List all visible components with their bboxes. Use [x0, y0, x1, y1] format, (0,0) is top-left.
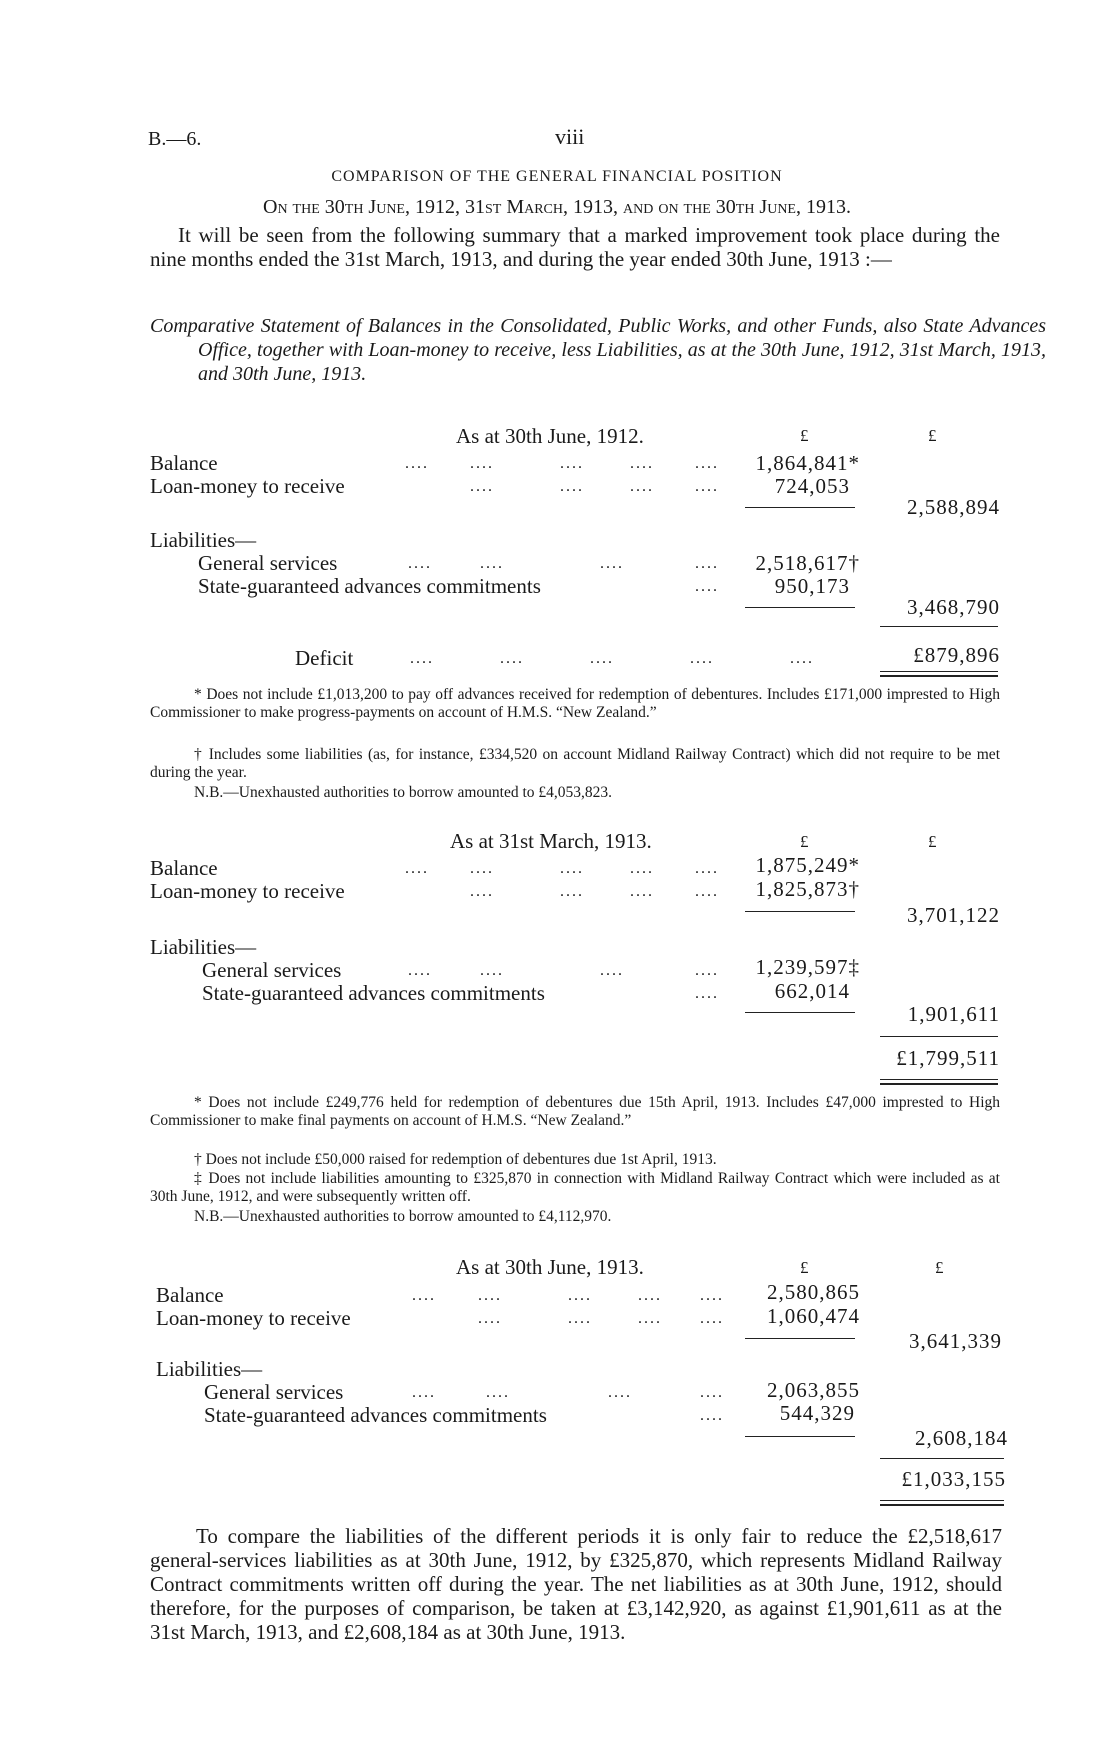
leader-dots: ....: [608, 1384, 632, 1401]
leader-dots: ....: [410, 650, 434, 667]
section-heading: As at 31st March, 1913.: [450, 829, 652, 853]
leader-dots: ....: [568, 1310, 592, 1327]
leader-dots: ....: [568, 1287, 592, 1304]
footnote: N.B.—Unexhausted authorities to borrow amounted to £4,053,823.: [194, 784, 613, 801]
leader-dots: ....: [700, 1287, 724, 1304]
state-guaranteed-label: State-guaranteed advances commitments: [204, 1403, 547, 1427]
balance-result: £1,799,511: [896, 1046, 1000, 1070]
leader-dots: ....: [560, 883, 584, 900]
footnote: † Includes some liabilities (as, for instance, £334,520 on account Midland Railway Contract) which did not require to be met during the year.: [150, 746, 1000, 781]
footnote: † Does not include £50,000 raised for redemption of debentures due 1st April, 1913.: [194, 1151, 717, 1168]
general-services-value: 2,063,855: [767, 1378, 860, 1402]
subtotal-rule: [745, 1436, 855, 1437]
leader-dots: ....: [630, 455, 654, 472]
currency-symbol: £: [800, 1258, 809, 1277]
leader-dots: ....: [470, 860, 494, 877]
leader-dots: ....: [412, 1384, 436, 1401]
leader-dots: ....: [630, 883, 654, 900]
liabilities-total: 1,901,611: [907, 1002, 1000, 1026]
loan-money-value: 724,053: [774, 474, 850, 498]
leader-dots: ....: [695, 860, 719, 877]
leader-dots: ....: [560, 860, 584, 877]
leader-dots: ....: [480, 962, 504, 979]
liabilities-label: Liabilities—: [150, 935, 257, 959]
footnote: ‡ Does not include liabilities amounting to £325,870 in connection with Midland Railway Contract which were included as at 30th June, 1912, and were subsequently written off.: [150, 1170, 1000, 1205]
balance-value: 2,580,865: [767, 1280, 860, 1304]
double-rule: [880, 1079, 998, 1085]
liabilities-total: 3,468,790: [907, 595, 1000, 619]
liabilities-label: Liabilities—: [150, 528, 257, 552]
leader-dots: ....: [695, 555, 719, 572]
leader-dots: ....: [638, 1310, 662, 1327]
deficit-value: £879,896: [913, 643, 1000, 667]
assets-total: 3,641,339: [909, 1329, 1002, 1353]
section-heading: As at 30th June, 1913.: [456, 1255, 644, 1279]
currency-symbol: £: [800, 832, 809, 851]
balance-value: 1,864,841*: [755, 451, 860, 475]
leader-dots: ....: [560, 455, 584, 472]
total-rule: [880, 1458, 1004, 1459]
double-rule: [880, 671, 998, 677]
balance-value: 1,875,249*: [755, 853, 860, 877]
leader-dots: ....: [590, 650, 614, 667]
currency-symbol: £: [928, 426, 937, 445]
footnote: N.B.—Unexhausted authorities to borrow amounted to £4,112,970.: [194, 1208, 612, 1225]
leader-dots: ....: [470, 478, 494, 495]
footnote: * Does not include £1,013,200 to pay off advances received for redemption of debentures. Includes £171,000 imprested to High Commissioner to make progress-payments on account of H.M.S. “New Zealand.”: [150, 686, 1000, 721]
subtotal-rule: [745, 1012, 855, 1013]
leader-dots: ....: [695, 962, 719, 979]
loan-money-label: Loan-money to receive: [150, 879, 345, 903]
leader-dots: ....: [478, 1310, 502, 1327]
double-rule: [880, 1500, 1004, 1506]
currency-symbol: £: [928, 832, 937, 851]
loan-money-value: 1,825,873†: [755, 877, 860, 901]
leader-dots: ....: [695, 985, 719, 1002]
leader-dots: ....: [405, 860, 429, 877]
liabilities-total: 2,608,184: [915, 1426, 1008, 1450]
assets-total: 2,588,894: [907, 495, 1000, 519]
leader-dots: ....: [700, 1407, 724, 1424]
loan-money-value: 1,060,474: [767, 1304, 860, 1328]
state-guaranteed-value: 662,014: [774, 979, 850, 1003]
closing-paragraph: To compare the liabilities of the different periods it is only fair to reduce the £2,518,617 general-services liabilities as at 30th June, 1912, by £325,870, which represents Midland Railway Contract commitments written off during the year. The net liabilities as at 30th June, 1912, should therefore, for the purposes of comparison, be taken at £3,142,920, as against £1,901,611 as at the 31st March, 1913, and £2,608,184 as at 30th June, 1913.: [150, 1524, 1002, 1644]
general-services-label: General services: [202, 958, 342, 982]
subtotal-rule: [745, 507, 855, 508]
leader-dots: ....: [408, 962, 432, 979]
state-guaranteed-value: 950,173: [774, 574, 850, 598]
intro-paragraph: It will be seen from the following summary that a marked improvement took place during the nine months ended the 31st March, 1913, and during the year ended 30th June, 1913 :—: [150, 223, 1000, 271]
leader-dots: ....: [478, 1287, 502, 1304]
leader-dots: ....: [695, 478, 719, 495]
footnote: * Does not include £249,776 held for redemption of debentures due 15th April, 1913. Includes £47,000 imprested to High Commissioner to make final payments on account of H.M.S. “New Zealand.”: [150, 1094, 1000, 1129]
deficit-label: Deficit: [295, 646, 354, 670]
statement-caption: Comparative Statement of Balances in the Consolidated, Public Works, and other Funds, also State Advances Office, together with Loan-money to receive, less Liabilities, as at the 30th June, 1912, 31st March, 1913, and 30th June, 1913.: [150, 315, 1046, 385]
document-reference: B.—6.: [148, 128, 202, 150]
subtotal-rule: [745, 607, 855, 608]
subtotal-rule: [745, 1338, 855, 1339]
balance-label: Balance: [150, 451, 218, 475]
leader-dots: ....: [690, 650, 714, 667]
leader-dots: ....: [560, 478, 584, 495]
subtotal-rule: [745, 911, 855, 912]
loan-money-label: Loan-money to receive: [150, 474, 345, 498]
leader-dots: ....: [500, 650, 524, 667]
leader-dots: ....: [695, 578, 719, 595]
leader-dots: ....: [480, 555, 504, 572]
state-guaranteed-label: State-guaranteed advances commitments: [198, 574, 541, 598]
leader-dots: ....: [412, 1287, 436, 1304]
loan-money-label: Loan-money to receive: [156, 1306, 351, 1330]
section-heading: As at 30th June, 1912.: [456, 424, 644, 448]
currency-symbol: £: [935, 1258, 944, 1277]
liabilities-label: Liabilities—: [156, 1357, 263, 1381]
state-guaranteed-label: State-guaranteed advances commitments: [202, 981, 545, 1005]
total-rule: [880, 626, 998, 627]
leader-dots: ....: [470, 883, 494, 900]
leader-dots: ....: [638, 1287, 662, 1304]
leader-dots: ....: [700, 1384, 724, 1401]
general-services-value: 2,518,617†: [755, 551, 860, 575]
page-subtitle: On the 30th June, 1912, 31st March, 1913, and on the 30th June, 1913.: [263, 196, 851, 218]
state-guaranteed-value: 544,329: [779, 1401, 855, 1425]
balance-result: £1,033,155: [901, 1467, 1006, 1491]
leader-dots: ....: [405, 455, 429, 472]
leader-dots: ....: [470, 455, 494, 472]
assets-total: 3,701,122: [907, 903, 1000, 927]
leader-dots: ....: [600, 962, 624, 979]
general-services-label: General services: [204, 1380, 344, 1404]
balance-label: Balance: [156, 1283, 224, 1307]
leader-dots: ....: [695, 883, 719, 900]
leader-dots: ....: [630, 860, 654, 877]
leader-dots: ....: [700, 1310, 724, 1327]
general-services-value: 1,239,597‡: [755, 955, 860, 979]
leader-dots: ....: [695, 455, 719, 472]
general-services-label: General services: [198, 551, 338, 575]
leader-dots: ....: [486, 1384, 510, 1401]
total-rule: [880, 1036, 998, 1037]
leader-dots: ....: [600, 555, 624, 572]
leader-dots: ....: [790, 650, 814, 667]
currency-symbol: £: [800, 426, 809, 445]
leader-dots: ....: [630, 478, 654, 495]
leader-dots: ....: [408, 555, 432, 572]
page-number: viii: [555, 124, 585, 149]
balance-label: Balance: [150, 856, 218, 880]
page-title: COMPARISON OF THE GENERAL FINANCIAL POSITION: [331, 168, 783, 185]
